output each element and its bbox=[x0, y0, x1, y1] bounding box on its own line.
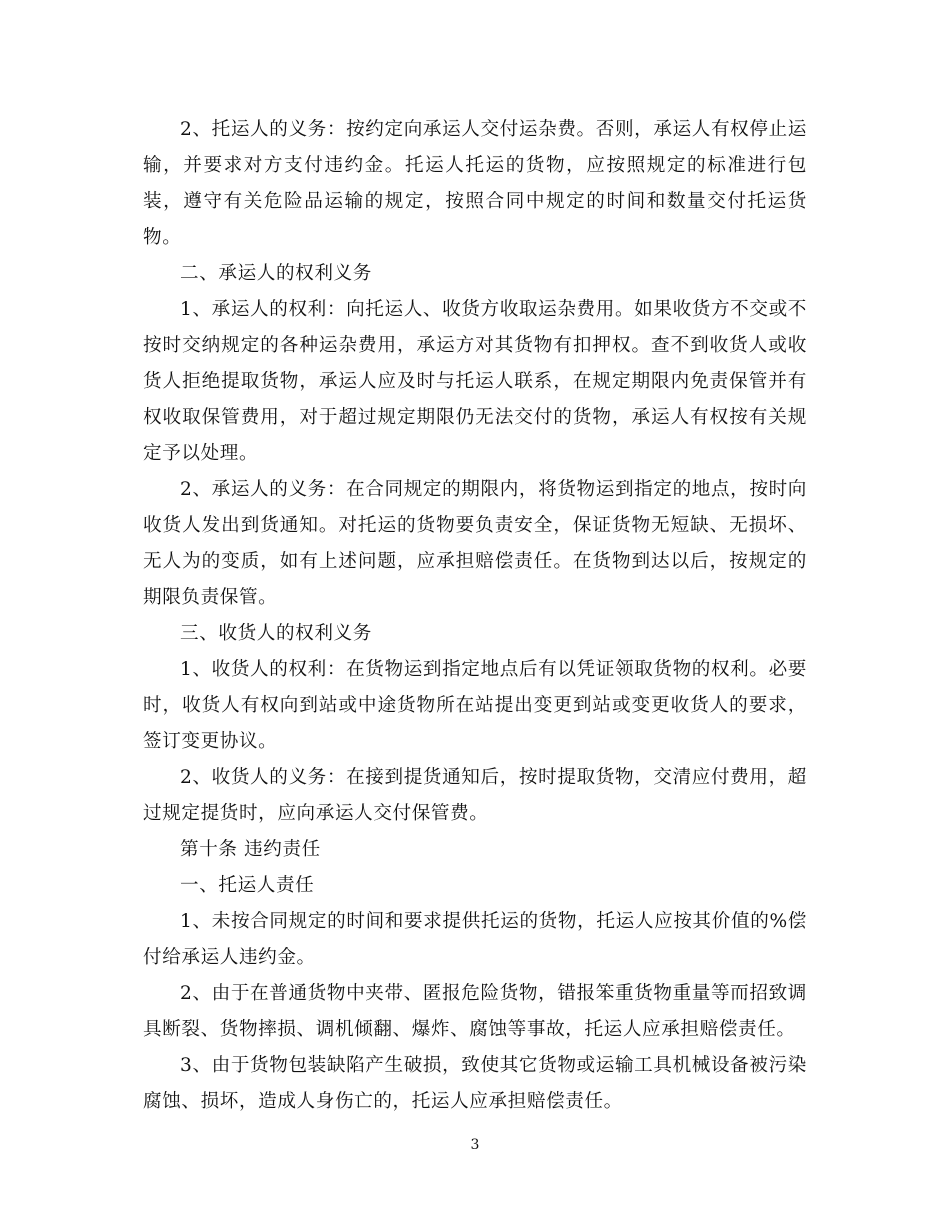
heading-shipper-liability: 一、托运人责任 bbox=[180, 875, 315, 896]
paragraph-liability-item-2: 2、由于在普通货物中夹带、匿报危险货物，错报笨重货物重量等而招致调具断裂、货物摔损、调机倾翻、爆炸、腐蚀等事故，托运人应承担赔偿责任。 bbox=[143, 983, 807, 1040]
paragraph-liability-item-1: 1、未按合同规定的时间和要求提供托运的货物，托运人应按其价值的%偿付给承运人违约金。 bbox=[143, 911, 807, 968]
heading-consignee-rights-obligations: 三、收货人的权利义务 bbox=[180, 623, 372, 644]
paragraph-liability-item-3: 3、由于货物包装缺陷产生破损，致使其它货物或运输工具机械设备被污染腐蚀、损坏，造成人身伤亡的，托运人应承担赔偿责任。 bbox=[143, 1055, 807, 1112]
paragraph-carrier-obligations: 2、承运人的义务：在合同规定的期限内，将货物运到指定的地点，按时向收货人发出到货通知。对托运的货物要负责安全，保证货物无短缺、无损坏、无人为的变质，如有上述问题，应承担赔偿责任。在货物到达以后，按规定的期限负责保管。 bbox=[143, 479, 807, 608]
heading-article-ten-liability: 第十条 违约责任 bbox=[180, 839, 321, 860]
paragraph-consignee-rights: 1、收货人的权利：在货物运到指定地点后有以凭证领取货物的权利。必要时，收货人有权向到站或中途货物所在站提出变更到站或变更收货人的要求，签订变更协议。 bbox=[143, 659, 807, 752]
heading-carrier-rights-obligations: 二、承运人的权利义务 bbox=[180, 263, 372, 284]
paragraph-consignee-obligations: 2、收货人的义务：在接到提货通知后，按时提取货物，交清应付费用，超过规定提货时，应向承运人交付保管费。 bbox=[143, 767, 807, 824]
paragraph-shipper-obligation: 2、托运人的义务：按约定向承运人交付运杂费。否则，承运人有权停止运输，并要求对方支付违约金。托运人托运的货物，应按照规定的标准进行包装，遵守有关危险品运输的规定，按照合同中规定的时间和数量交付托运货物。 bbox=[143, 119, 807, 248]
page-content bbox=[143, 112, 807, 1120]
paragraph-carrier-rights: 1、承运人的权利：向托运人、收货方收取运杂费用。如果收货方不交或不按时交纳规定的各种运杂费用，承运方对其货物有扣押权。查不到收货人或收货人拒绝提取货物，承运人应及时与托运人联系，在规定期限内免责保管并有权收取保管费用，对于超过规定期限仍无法交付的货物，承运人有权按有关规定予以处理。 bbox=[143, 299, 807, 464]
page-number: 3 bbox=[470, 1137, 480, 1153]
